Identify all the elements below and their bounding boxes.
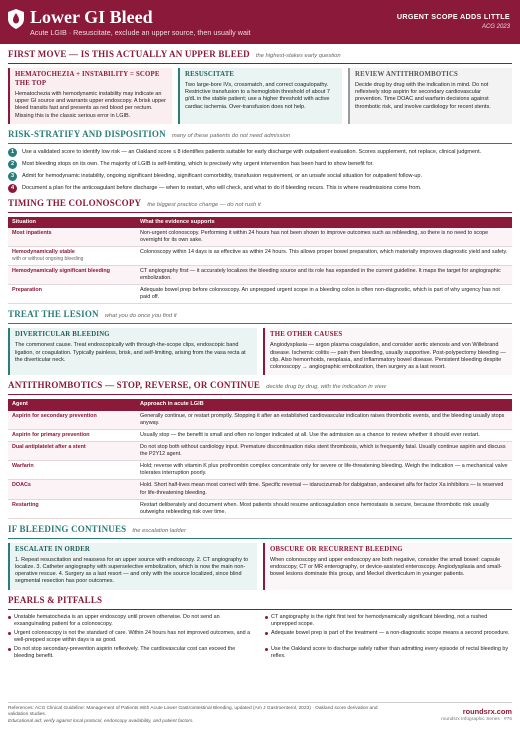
section-note: the biggest practice change — do not rush it <box>147 201 261 208</box>
card-body: Angiodysplasia — argon plasma coagulation, and consider aortic stenosis and von Willebrand disease. Ischemic colitis — pain then bleeding, usually supportive. Post-polypectomy bleeding — clip. Also hemorrhoids, neoplasia, and inflammatory bowel disease. Persistent bleeding despite colonoscopy → angiographic embolization, then surgery as a last resort. <box>270 342 506 370</box>
list-item <box>8 148 512 157</box>
page-title: Lower GI Bleed <box>30 7 153 27</box>
card-title: HEMATOCHEZIA + INSTABILITY = SCOPE THE TOP <box>15 70 160 87</box>
section-antithrombotics <box>8 380 512 395</box>
card-obscure <box>263 543 512 590</box>
row-key-text: Hemodynamically significant bleeding <box>12 267 110 274</box>
references <box>8 706 388 725</box>
card-escalate <box>8 543 257 590</box>
pearl-text: CT angiography is the right first test for hemodynamically significant bleeding, not a rushed unprepped scope. <box>271 613 488 627</box>
section-risk <box>8 129 512 144</box>
row-value: Hold. Short half-lives mean most correct with time. Specific reversal — idarucizumab for dabigatran, andexanet alfa for factor Xa inhibitors — is reserved for life-threatening bleeding. <box>136 480 512 499</box>
table-row <box>8 461 512 480</box>
step-number: 4 <box>8 184 17 193</box>
card-title: DIVERTICULAR BLEEDING <box>15 331 110 339</box>
card-body: Hematochezia with hemodynamic instability may indicate an upper GI source and warrants upper endoscopy. A brisk upper bleed transits fast and presents as red blood per rectum. Missing this is the classic serious error in LGIB. <box>15 90 166 119</box>
column-header: Approach in acute LGIB <box>136 399 512 410</box>
table-row <box>8 285 512 304</box>
bullet-icon <box>265 648 268 651</box>
table-row <box>8 480 512 499</box>
row-value: Usually stop — the benefit is small and often no longer indicated at all. Use the admission as a chance to review whether it should ever restart. <box>136 429 512 441</box>
card-title: OBSCURE OR RECURRENT BLEEDING <box>270 545 403 553</box>
bullet-icon <box>265 616 268 619</box>
bullet-icon <box>8 616 11 619</box>
row-key: Warfarin <box>8 461 136 480</box>
section-treat <box>8 309 512 324</box>
list-item <box>265 614 512 628</box>
row-key <box>8 265 136 284</box>
card-body: Two large-bore IVs, crossmatch, and correct coagulopathy. Restrictive transfusion to a hemoglobin threshold of about 7 g/dL in the stable patient; use a higher threshold with active cardiac ischemia. Over-transfusion does not help. <box>185 81 330 110</box>
section-continues <box>8 524 512 539</box>
card-resuscitate <box>178 68 342 124</box>
header-tag: URGENT SCOPE ADDS LITTLE <box>396 12 510 21</box>
section-title: TIMING THE COLONOSCOPY <box>8 197 142 208</box>
table-row <box>8 441 512 460</box>
references-text: References: ACG Clinical Guideline: Management of Patients With Acute Lower Gastrointestinal Bleeding, updated (Am J Gastroenterol, 2023) · Oakland score derivation and validation studies. <box>8 706 378 718</box>
section-first-move <box>8 49 512 64</box>
site-link[interactable]: roundsrx.com <box>462 707 512 716</box>
series-label: roundsrx Infographic Series · #76 <box>441 716 512 722</box>
table-row <box>8 499 512 518</box>
pearl-text: Adequate bowel prep is part of the treatment — a non-diagnostic scope means a second procedure. <box>271 629 510 636</box>
row-value: Non-urgent colonoscopy. Performing it within 24 hours has not been shown to improve outcomes such as rebleeding, so there is no need to scope overnight for its own sake. <box>136 228 512 247</box>
disclaimer: Educational aid; verify against local protocol, endoscopy availability, and patient factors. <box>8 718 194 724</box>
row-value: Generally continue, or restart promptly. Stopping it after an established cardiovascular indication raises thrombotic events, and the bleeding usually stops anyway. <box>136 411 512 430</box>
row-key <box>8 247 136 266</box>
step-text: Admit for hemodynamic instability, ongoing significant bleeding, significant comorbidity, transfusion requirement, or an unsafe social situation for outpatient follow-up. <box>22 172 422 179</box>
timing-table <box>8 217 512 305</box>
list-item <box>8 630 255 644</box>
table-row <box>8 429 512 441</box>
row-key-text: Most inpatients <box>12 229 52 236</box>
section-note: what you do once you find it <box>104 313 177 320</box>
row-key: Aspirin for secondary prevention <box>8 411 136 430</box>
risk-steps <box>8 148 512 193</box>
section-title: TREAT THE LESION <box>8 309 99 320</box>
row-value: Adequate bowel prep before colonoscopy. An unprepped urgent scope in a bleeding colon is often non-diagnostic, which is part of why urgency has not paid off. <box>136 285 512 304</box>
column-header: Agent <box>8 399 136 410</box>
step-text: Use a validated score to identify low risk — an Oakland score ≤ 8 identifies patients suitable for early discharge with outpatient evaluation. Scores supplement, not replace, clinical judgment. <box>22 148 482 155</box>
section-title: PEARLS & PITFALLS <box>8 594 103 605</box>
pearl-text: Unstable hematochezia is an upper endoscopy until proven otherwise. Do not send an exsanguinating patient for a colonoscopy. <box>14 613 220 627</box>
section-note: many of these patients do not need admission <box>171 132 291 139</box>
antithrombotics-table <box>8 399 512 519</box>
row-value: Do not stop both without cardiology input. Premature discontinuation risks stent thrombosis, which is frequently fatal. Usually continue aspirin and discuss the P2Y12 agent. <box>136 441 512 460</box>
bullet-icon <box>8 648 11 651</box>
card-diverticular <box>8 328 257 375</box>
section-title: ANTITHROMBOTICS — STOP, REVERSE, OR CONTINUE <box>8 380 261 391</box>
section-note: decide drug by drug, with the indication in view <box>266 384 386 391</box>
table-row <box>8 265 512 284</box>
row-value: Colonoscopy within 14 days is as effective as within 24 hours. This allows proper bowel preparation, which materially improves diagnostic yield and safety. <box>136 247 512 266</box>
card-body: Decide drug by drug with the indication in mind. Do not reflexively stop aspirin for secondary cardiovascular prevention. Time DOAC and warfarin decisions against thrombotic risk, and involve cardiology for recent stents. <box>355 81 491 110</box>
card-title: ESCALATE IN ORDER <box>15 545 91 553</box>
card-title: REVIEW ANTITHROMBOTICS <box>355 70 459 78</box>
list-item <box>8 184 512 193</box>
section-title: FIRST MOVE — IS THIS ACTUALLY AN UPPER BLEED <box>8 49 250 59</box>
list-item <box>8 172 512 181</box>
pearl-text: Do not stop secondary-prevention aspirin reflexively. The cardiovascular cost can exceed the bleeding benefit. <box>14 646 236 660</box>
list-item <box>8 646 255 660</box>
card-title: THE OTHER CAUSES <box>270 331 343 339</box>
list-item <box>8 614 255 628</box>
row-key-text: Hemodynamically stable <box>12 249 75 256</box>
step-number: 2 <box>8 160 17 169</box>
page-subtitle: Acute LGIB · Resuscitate, exclude an upper source, then usually wait <box>30 28 251 37</box>
step-text: Most bleeding stops on its own. The majority of LGIB is self-limiting, which is precisely why urgent intervention has been hard to show benefit for. <box>22 160 374 167</box>
row-key: DOACs <box>8 480 136 499</box>
card-title: RESUSCITATE <box>185 70 235 78</box>
list-item <box>8 160 512 169</box>
section-note: the highest-stakes early question <box>255 53 341 59</box>
row-key: Dual antiplatelet after a stent <box>8 441 136 460</box>
row-key <box>8 228 136 247</box>
step-number: 1 <box>8 148 17 157</box>
section-title: IF BLEEDING CONTINUES <box>8 523 127 534</box>
list-item <box>265 630 512 644</box>
bullet-icon <box>265 632 268 635</box>
pearl-text: Use the Oakland score to discharge safely rather than admitting every episode of rectal bleeding by reflex. <box>271 646 509 660</box>
header-badge <box>397 12 510 31</box>
shield-logo-icon <box>8 9 24 29</box>
footer <box>8 702 512 725</box>
list-item <box>265 646 512 660</box>
row-key <box>8 285 136 304</box>
section-title: RISK-STRATIFY AND DISPOSITION <box>8 128 166 139</box>
column-header: What the evidence supports <box>136 217 512 228</box>
row-value: Restart deliberately and document when. Most patients should resume anticoagulation once hemostasis is secure, because thrombotic risk usually outweighs rebleeding risk over time. <box>136 499 512 518</box>
step-number: 3 <box>8 172 17 181</box>
card-upper-source <box>8 68 172 124</box>
section-note: the escalation ladder <box>132 527 186 534</box>
row-key-text: Preparation <box>12 287 42 294</box>
row-key: Restarting <box>8 499 136 518</box>
pearls-list <box>8 614 512 661</box>
pearl-text: Urgent colonoscopy is not the standard of care. Within 24 hours has not improved outcomes, and a well-prepped scope within days is as good. <box>14 629 251 643</box>
column-header: Situation <box>8 217 136 228</box>
card-other-causes <box>263 328 512 375</box>
step-text: Document a plan for the anticoagulant before discharge — when to restart, who will check, and what to do if bleeding recurs. This is where readmissions come from. <box>22 184 422 191</box>
row-key: Aspirin for primary prevention <box>8 429 136 441</box>
row-value: Hold; reverse with vitamin K plus prothrombin complex concentrate only for severe or life-threatening bleeding. Weigh the indication — a mechanical valve tolerates interruption poorly. <box>136 461 512 480</box>
header-source: ACG 2023 <box>481 23 510 30</box>
bullet-icon <box>8 632 11 635</box>
table-row <box>8 228 512 247</box>
section-pearls <box>8 595 512 610</box>
card-antithrombotics <box>348 68 512 124</box>
table-row <box>8 247 512 266</box>
card-body: The commonest cause. Treat endoscopically with through-the-scope clips, endoscopic band ligation, or coagulation. Typically painless, brisk, and self-limiting, arising from the vasa recta at the diverticular neck. <box>15 342 246 363</box>
row-value: CT angiography first — it accurately localizes the bleeding source and its role has expanded in the current guideline. It maps the target for angiographic embolization. <box>136 265 512 284</box>
header <box>0 0 520 44</box>
table-row <box>8 411 512 430</box>
site-block <box>441 707 512 723</box>
section-timing <box>8 198 512 213</box>
row-key-sub: with or without ongoing bleeding <box>12 256 84 263</box>
card-body: When colonoscopy and upper endoscopy are both negative, consider the small bowel: capsule endoscopy, CT or MR enterography, or device-assisted enteroscopy. Angiodysplasia and small-bowel lesions dominate this group, and Meckel diverticulum in younger patients. <box>270 556 502 578</box>
card-body: 1. Repeat resuscitation and reassess for an upper source with endoscopy. 2. CT angiography to localize. 3. Catheter angiography with superselective embolization, which is now the main non-operative rescue. 4. Surgery as a last resort — and only with the source localized, since blind segmental resection has poor outcomes. <box>15 556 249 585</box>
